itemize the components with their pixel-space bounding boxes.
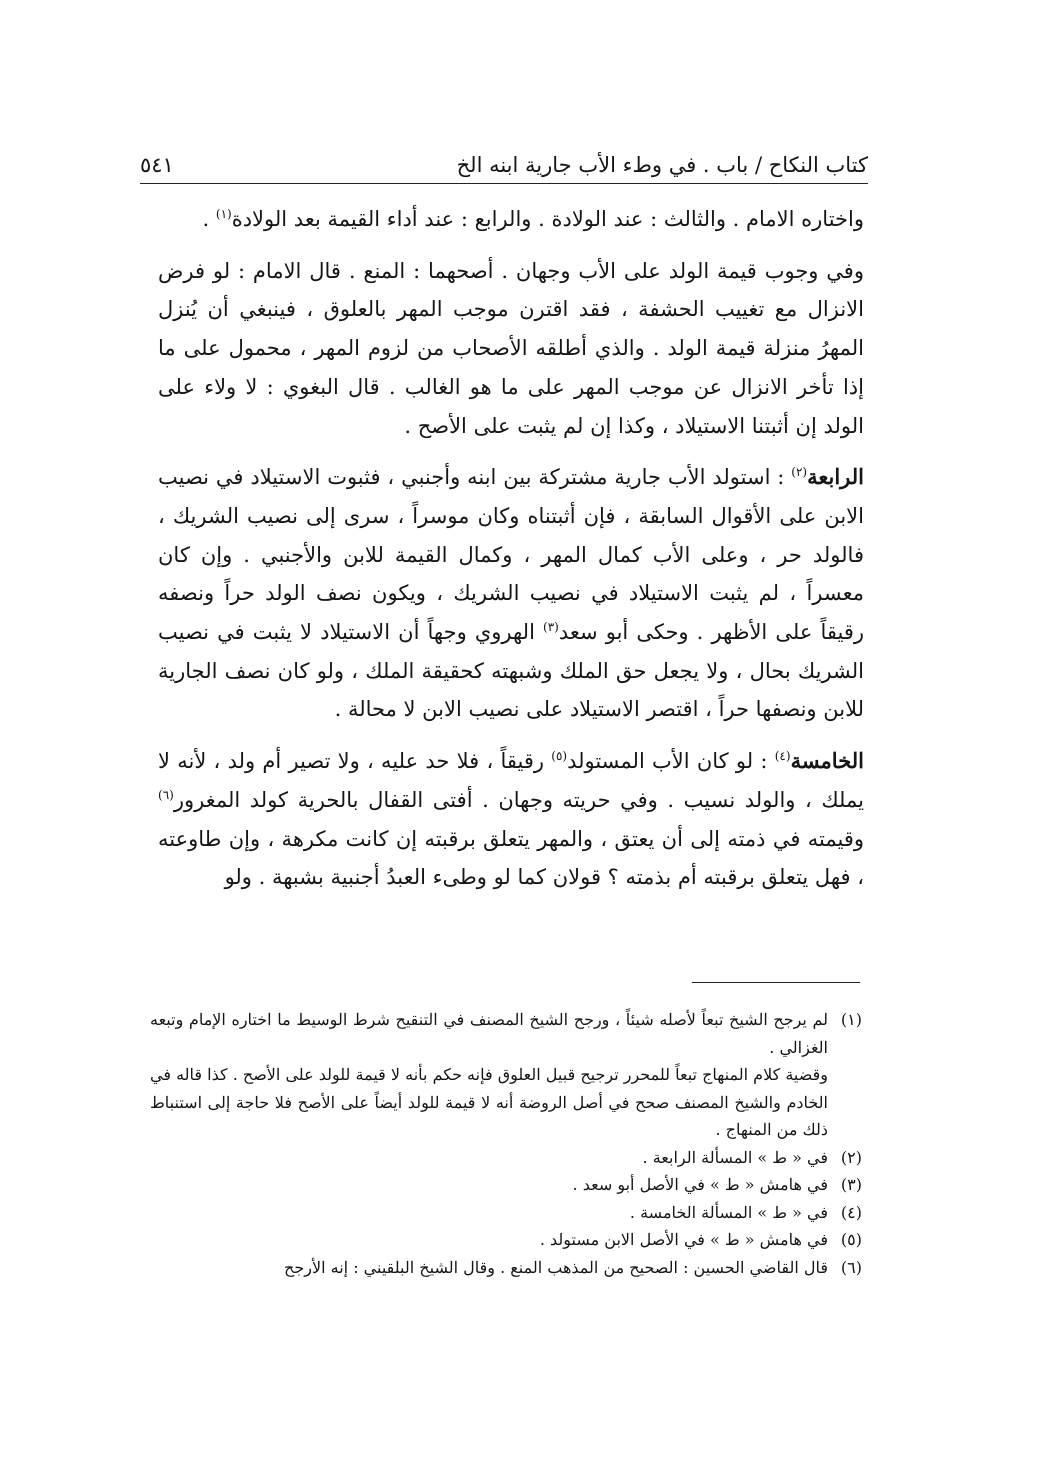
footnote-number: (٣) bbox=[840, 1175, 862, 1194]
paragraph-1-text: واختاره الامام . والثالث : عند الولادة . والرابع : عند أداء القيمة بعد الولادة bbox=[231, 207, 864, 231]
main-text bbox=[158, 200, 864, 910]
footnote-ref-1: (١) bbox=[215, 207, 232, 221]
page-number: ٥٤١ bbox=[140, 153, 174, 177]
paragraph-4-text-c: وقيمته في ذمته إلى أن يعتق ، والمهر يتعلق برقبته إن كانت مكرهة ، وإن طاوعته ، فهل يتعلق برقبته أم بذمته ؟ قولان كما لو وطىء العبدُ أجنبية بشبهة . ولو bbox=[158, 826, 864, 890]
footnote-ref-2: (٢) bbox=[791, 465, 808, 480]
section-label-5: الخامسة bbox=[790, 748, 864, 774]
section-label-4: الرابعة bbox=[807, 464, 864, 490]
footnote-text: لم يرجح الشيخ تبعاً لأصله شيئاً ، ورجح الشيخ المصنف في التنقيح شرط الوسيط ما اختاره الإمام وتبعه الغزالي . bbox=[150, 1010, 828, 1057]
paragraph-1-tail: . bbox=[202, 207, 216, 231]
footnote-text: في « ط » المسألة الرابعة . bbox=[642, 1147, 828, 1167]
footnote-text: في هامش « ط » في الأصل أبو سعد . bbox=[572, 1175, 828, 1194]
footnote-text: في هامش « ط » في الأصل الابن مستولد . bbox=[539, 1230, 828, 1249]
paragraph-2-text: وفي وجوب قيمة الولد على الأب وجهان . أصحهما : المنع . قال الامام : لو فرض الانزال مع تغييب الحشفة ، فقد اقترن موجب المهر بالعلوق ، فينبغي أن يُنزل المهرُ منزلة قيمة الولد . والذي أطلقه الأصحاب من لزوم المهر ، محمول على ما إذا تأخر الانزال عن موجب المهر على ما هو الغالب . قال البغوي : لا ولاء على الولد إن أثبتنا الاستيلاد ، وكذا إن لم يثبت على الأصح . bbox=[158, 258, 864, 438]
paragraph-4-text-a: : لو كان الأب المستولد bbox=[567, 749, 775, 774]
footnote-text: قال القاضي الحسين : الصحيح من المذهب المنع . وقال الشيخ البلقيني : إنه الأرجح bbox=[284, 1257, 828, 1277]
footnote-ref-3: (٣) bbox=[543, 620, 559, 635]
footnote-ref-5: (٥) bbox=[551, 749, 568, 764]
paragraph-1 bbox=[158, 200, 864, 239]
footnote-5 bbox=[150, 1226, 862, 1254]
paragraph-3-text-b: الهروي وجهاً أن الاستيلاد لا يثبت في نصيب الشريك بحال ، ولا يجعل حق الملك وشبهته كحقيقة الملك ، ولو كان نصف الجارية للابن ونصفها حراً ، اقتصر الاستيلاد على نصيب الابن لا محالة . bbox=[158, 620, 864, 722]
running-header bbox=[140, 146, 868, 184]
footnote-number: (٤) bbox=[840, 1202, 862, 1222]
paragraph-2 bbox=[158, 252, 864, 446]
footnote-number: (٦) bbox=[840, 1257, 862, 1277]
footnote-3 bbox=[150, 1171, 862, 1199]
footnote-1-continuation: وقضية كلام المنهاج تبعاً للمحرر ترجيح قبيل العلوق فإنه حكم بأنه لا قيمة للولد على الأصح . كذا قاله في الخادم والشيخ المصنف صحح في أصل الروضة أنه لا قيمة للولد أيضاً على الأصح فلا حاجة إلى استنباط ذلك من المنهاج . bbox=[150, 1065, 829, 1139]
running-title: كتاب النكاح / باب . في وطء الأب جارية ابنه الخ bbox=[456, 153, 868, 177]
footnote-number: (٢) bbox=[840, 1147, 862, 1167]
paragraph-4-text-b: رقيقاً ، فلا حد عليه ، ولا تصير أم ولد ، لأنه لا يملك ، والولد نسيب . وفي حريته وجهان . أفتى القفال بالحرية كولد المغرور bbox=[158, 749, 864, 812]
footnote-separator bbox=[692, 982, 860, 983]
footnote-4 bbox=[150, 1199, 862, 1227]
footnote-ref-4: (٤) bbox=[774, 749, 791, 764]
footnote-text: في « ط » المسألة الخامسة . bbox=[629, 1202, 828, 1222]
paragraph-3-text-a: : استولد الأب جارية مشتركة بين ابنه وأجنبي ، فثبوت الاستيلاد في نصيب الابن على الأقوال السابقة ، فإن أثبتناه وكان موسراً ، سرى إلى نصيب الشريك ، فالولد حر ، وعلى الأب كمال المهر ، وكمال القيمة للابن والأجنبي . وإن كان معسراً ، لم يثبت الاستيلاد في نصيب الشريك ، ويكون نصف الولد حراً ونصفه رقيقاً على الأظهر . وحكى أبو سعد bbox=[158, 465, 864, 645]
footnote-number: (٥) bbox=[840, 1230, 862, 1249]
paragraph-3 bbox=[158, 458, 864, 729]
footnote-2 bbox=[150, 1144, 862, 1172]
footnote-1 bbox=[150, 1006, 862, 1061]
footnote-number: (١) bbox=[840, 1010, 862, 1029]
footnote-6 bbox=[150, 1254, 862, 1282]
footnotes bbox=[150, 1006, 862, 1281]
paragraph-4 bbox=[158, 742, 864, 897]
footnote-ref-6: (٦) bbox=[158, 787, 174, 802]
